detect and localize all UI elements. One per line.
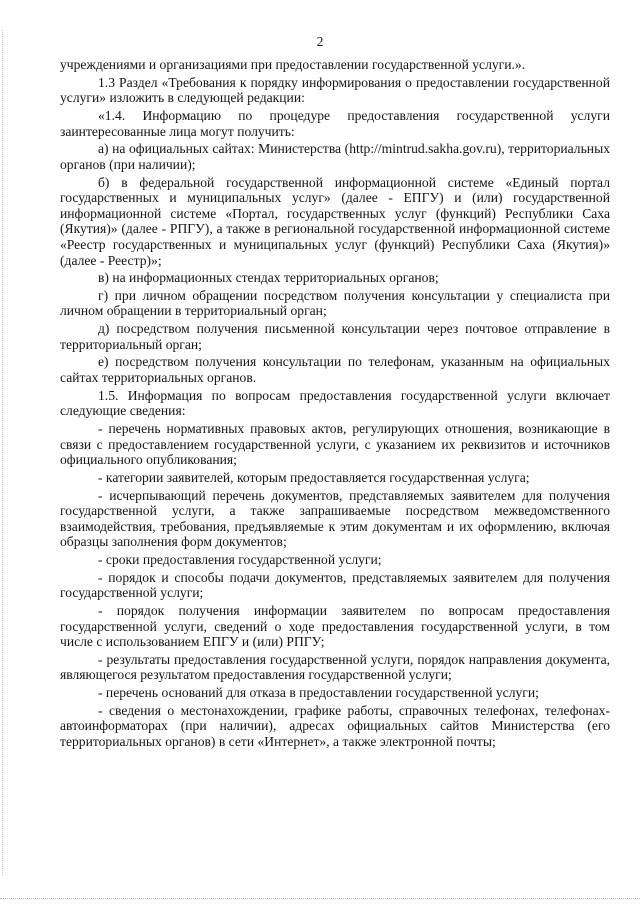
paragraph-item-v: в) на информационных стендах территориальных органов;: [98, 270, 439, 286]
paragraph-item-d: д) посредством получения письменной консультации через почтовое отправление в территориальный орган;: [60, 321, 610, 352]
list-item-deadlines: - сроки предоставления государственной услуги;: [98, 552, 382, 568]
paragraph-item-a: а) на официальных сайтах: Министерства (http://mintrud.sakha.gov.ru), территориальных органов (при наличии);: [60, 141, 610, 172]
paragraph-item-e: е) посредством получения консультации по телефонам, указанным на официальных сайтах территориальных органов.: [60, 354, 610, 386]
list-item-results: - результаты предоставления государственной услуги, порядок направления документа, являющегося результатом предоставления государственной услуги;: [60, 651, 610, 683]
scan-bottom-edge: [0, 898, 640, 899]
document-body: [60, 57, 610, 752]
list-item-information-procedure: - порядок получения информации заявителем по вопросам предоставления государственной услуги, сведений о ходе предоставления государственной услуги, в том числе с использованием ЕПГУ и (или) РПГУ;: [60, 603, 610, 650]
paragraph-1-5: 1.5. Информация по вопросам предоставления государственной услуги включает следующие сведения:: [60, 387, 610, 419]
paragraph-item-g: г) при личном обращении посредством получения консультации у специалиста при личном обращении в территориальный орган;: [60, 287, 610, 319]
list-item-documents: - исчерпывающий перечень документов, представляемых заявителем для получения государственной услуги, а также запрашиваемые посредством межведомственного взаимодействия, требования, предъявляемые к этим документам и их оформлению, включая образцы заполнения форм документов;: [60, 487, 610, 550]
page-number: 2: [316, 34, 324, 49]
paragraph-continuation: учреждениями и организациями при предоставлении государственной услуги.».: [60, 57, 526, 72]
list-item-refusal-grounds: - перечень оснований для отказа в предоставлении государственной услуги;: [98, 685, 539, 701]
paragraph-item-b: б) в федеральной государственной информационной системе «Единый портал государственных и муниципальных услуг» (далее - ЕПГУ) и (или) государственной информационной системе «Портал, государственных услуг (функций) Республики Саха (Якутия)» (далее - РПГУ), а также в региональной государственной информационной системе «Реестр государственных и муниципальных услуг (функций) Республики Саха (Якутия)» (далее - Реестр)»;: [60, 174, 610, 268]
paragraph-section-1-3: 1.3 Раздел «Требования к порядку информирования о предоставлении государственной услуги» изложить в следующей редакции:: [60, 74, 610, 106]
list-item-submission-procedure: - порядок и способы подачи документов, представляемых заявителем для получения государственной услуги;: [60, 569, 610, 601]
list-item-applicant-categories: - категории заявителей, которым предоставляется государственная услуга;: [98, 469, 530, 485]
list-item-contact-info: - сведения о местонахождении, графике работы, справочных телефонах, телефонах-автоинформаторах (при наличии), адресах официальных сайтов Министерства (его территориальных органов) в сети «Интернет», а также электронной почты;: [60, 702, 610, 750]
scan-left-edge: [2, 30, 4, 875]
paragraph-1-4: «1.4. Информацию по процедуре предоставления государственной услуги заинтересованные лица могут получить:: [60, 107, 610, 139]
list-item-legal-acts: - перечень нормативных правовых актов, регулирующих отношения, возникающие в связи с предоставлением государственной услуги, с указанием их реквизитов и источников официального опубликования;: [60, 421, 610, 468]
